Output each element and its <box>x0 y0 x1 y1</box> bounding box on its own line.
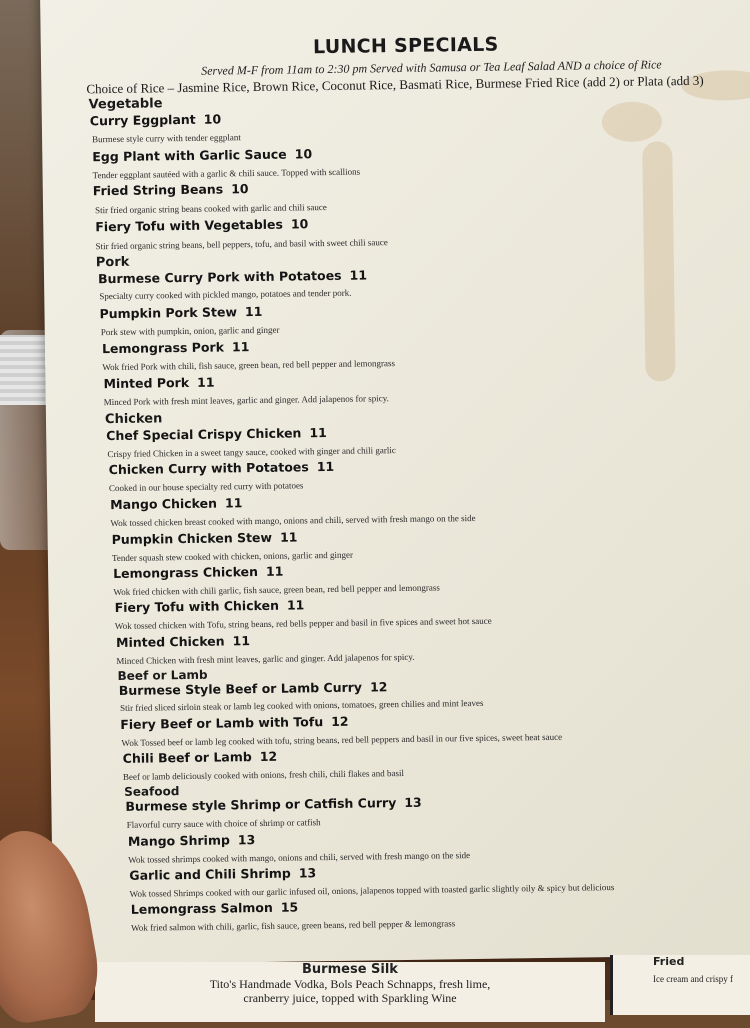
dish-name: Chili Beef or Lamb 12 <box>122 748 278 766</box>
dish-desc: Wok tossed chicken with Tofu, string beans, red bells pepper and basil in five spices and sweet hot sauce <box>114 615 492 632</box>
dish-name: Lemongrass Salmon 15 <box>130 899 299 917</box>
section-pork: Pork <box>95 254 130 271</box>
dish-desc: Minced Chicken with fresh mint leaves, garlic and ginger. Add jalapenos for spicy. <box>116 651 415 666</box>
stain <box>642 141 675 381</box>
dish-name: Fiery Tofu with Chicken 11 <box>114 597 305 616</box>
dish-desc: Tender squash stew cooked with chicken, onions, garlic and ginger <box>111 549 354 564</box>
dish-desc: Tender eggplant sautéed with a garlic & chili sauce. Topped with scallions <box>92 166 361 181</box>
dish-name: Lemongrass Pork 11 <box>101 339 250 357</box>
dish-name: Mango Shrimp 13 <box>127 832 256 849</box>
dish-desc: Wok tossed Shrimps cooked with our garlic infused oil, onions, jalapenos topped with toasted garlic slightly oily & spicy but delicious <box>129 882 615 899</box>
dish-name: Egg Plant with Garlic Sauce 10 <box>92 146 313 165</box>
drink-title: Burmese Silk <box>302 962 398 977</box>
drink-desc-line: cranberry juice, topped with Sparkling Wine <box>243 991 457 1005</box>
dish-desc: Wok fried salmon with chili, garlic, fish sauce, green beans, red bell pepper & lemongrass <box>131 918 456 933</box>
section-chicken: Chicken <box>104 411 163 428</box>
dish-desc: Wok fried chicken with chili garlic, fish sauce, green bean, red bell pepper and lemongrass <box>113 582 440 598</box>
drink-menu-card <box>95 962 605 1022</box>
dish-desc: Wok tossed chicken breast cooked with mango, onions and chili, served with fresh mango on the side <box>110 512 476 529</box>
dessert-menu-card <box>610 955 750 1015</box>
dish-desc: Wok Tossed beef or lamb leg cooked with tofu, string beans, red bell peppers and basil in our five spices, sweet heat sauce <box>121 731 563 748</box>
dish-desc: Stir fried sliced sirloin steak or lamb leg cooked with onions, tomatoes, green chilies and mint leaves <box>119 697 484 713</box>
dish-name: Fried String Beans 10 <box>92 181 249 199</box>
dish-name: Minted Pork 11 <box>103 374 215 392</box>
dish-desc: Pork stew with pumpkin, onion, garlic and ginger <box>100 324 280 338</box>
dish-name: Burmese Style Beef or Lamb Curry 12 <box>118 679 388 698</box>
dish-desc: Stir fried organic string beans cooked with garlic and chili sauce <box>95 202 327 216</box>
rice-choice: Choice of Rice – Jasmine Rice, Brown Rice, Coconut Rice, Basmati Rice, Burmese Fried Rice (add 2) or Plata (add 3) <box>86 72 704 97</box>
dish-desc: Cooked in our house specialty red curry with potatoes <box>108 480 304 494</box>
dish-desc: Wok tossed shrimps cooked with mango, onions and chili, served with fresh mango on the side <box>128 850 471 865</box>
dish-name: Burmese Curry Pork with Potatoes 11 <box>97 267 368 287</box>
dish-desc: Stir fried organic string beans, bell peppers, tofu, and basil with sweet chili sauce <box>95 237 388 252</box>
section-beef-lamb: Beef or Lamb <box>117 667 208 683</box>
dish-name: Garlic and Chili Shrimp 13 <box>129 865 317 883</box>
napkin <box>0 335 48 405</box>
dish-desc: Wok fried Pork with chili, fish sauce, green bean, red bell pepper and lemongrass <box>102 358 396 373</box>
dessert-title: Fried <box>653 955 685 968</box>
dish-desc: Minced Pork with fresh mint leaves, garlic and ginger. Add jalapenos for spicy. <box>103 393 389 408</box>
section-vegetable: Vegetable <box>88 96 163 113</box>
dish-name: Fiery Tofu with Vegetables 10 <box>95 216 309 235</box>
dish-name: Minted Chicken 11 <box>116 633 251 651</box>
dish-name: Burmese style Shrimp or Catfish Curry 13 <box>125 794 422 814</box>
menu-page <box>40 0 750 965</box>
dish-name: Mango Chicken 11 <box>110 495 243 513</box>
menu-title: LUNCH SPECIALS <box>312 33 499 59</box>
dish-desc: Flavorful curry sauce with choice of shrimp or catfish <box>126 817 321 830</box>
dish-name: Curry Eggplant 10 <box>89 111 222 129</box>
dish-desc: Specialty curry cooked with pickled mango, potatoes and tender pork. <box>99 287 352 302</box>
dessert-desc-line: Ice cream and crispy f <box>653 974 733 984</box>
dish-desc: Burmese style curry with tender eggplant <box>92 132 241 145</box>
dish-name: Chef Special Crispy Chicken 11 <box>106 425 327 444</box>
dish-name: Lemongrass Chicken 11 <box>113 563 284 582</box>
served-note: Served M-F from 11am to 2:30 pm Served with Samusa or Tea Leaf Salad AND a choice of Rice <box>201 57 662 78</box>
dish-name: Pumpkin Chicken Stew 11 <box>111 529 298 548</box>
dish-name: Chicken Curry with Potatoes 11 <box>108 458 335 478</box>
drink-desc-line: Tito's Handmade Vodka, Bols Peach Schnapps, fresh lime, <box>209 977 491 991</box>
section-seafood: Seafood <box>124 784 180 799</box>
dish-name: Pumpkin Pork Stew 11 <box>99 303 263 322</box>
dish-desc: Beef or lamb deliciously cooked with onions, fresh chili, chili flakes and basil <box>122 767 404 782</box>
stain <box>602 101 663 142</box>
dish-name: Fiery Beef or Lamb with Tofu 12 <box>120 713 349 732</box>
dish-desc: Crispy fried Chicken in a sweet tangy sauce, cooked with ginger and chili garlic <box>107 445 396 460</box>
